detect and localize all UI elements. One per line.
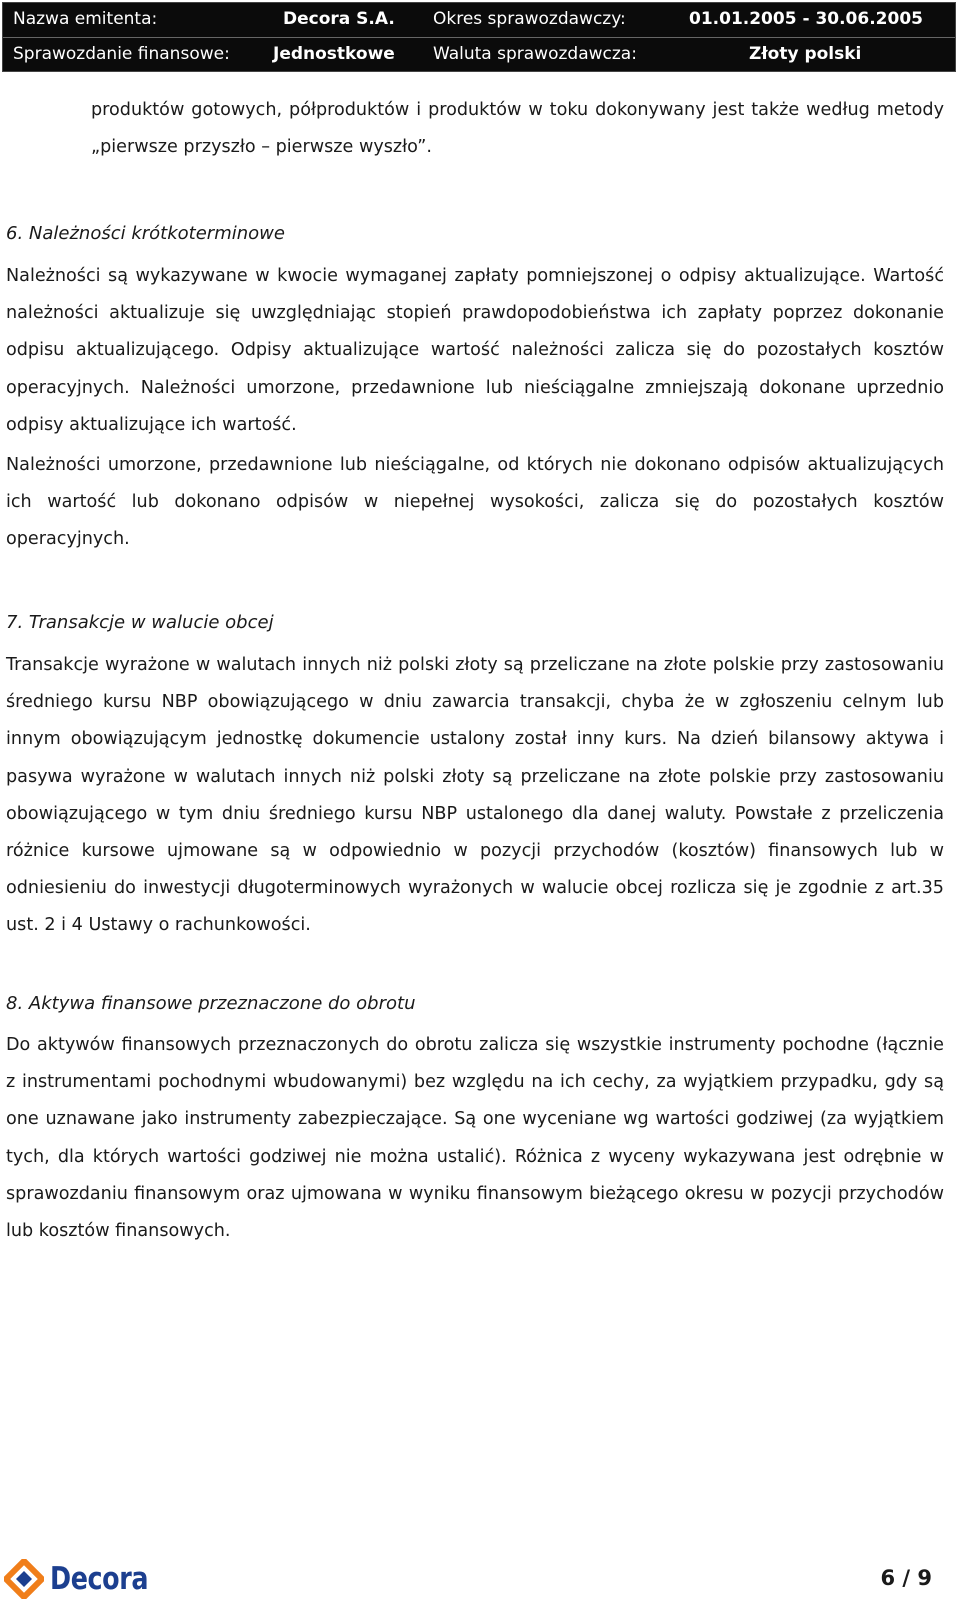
section-6-paragraph-2: Należności umorzone, przedawnione lub nieściągalne, od których nie dokonano odpisów aktualizujących ich wartość lub dokonano odpisów w niepełnej wysokości, zalicza się do pozostałych kosztów operacyjnych. — [6, 455, 944, 550]
decora-logo — [4, 1559, 170, 1599]
issuer-label: Nazwa emitenta: — [13, 9, 158, 29]
report-type-label: Sprawozdanie finansowe: — [13, 44, 230, 64]
header-row-issuer-period — [3, 3, 955, 38]
decora-diamond-logo-icon — [4, 1559, 44, 1599]
section-7-heading: 7. Transakcje w walucie obcej — [6, 612, 274, 633]
period-value: 01.01.2005 - 30.06.2005 — [689, 9, 923, 29]
report-type-value: Jednostkowe — [273, 44, 395, 64]
section-7-paragraph: Transakcje wyrażone w walutach innych niż polski złoty są przeliczane na złote polskie przy zastosowaniu średniego kursu NBP obowiązującego w dniu zawarcia transakcji, chyba że w zgłoszeniu celnym lub innym obowiązującym jednostkę dokumencie ustalony został inny kurs. Na dzień bilansowy aktywa i pasywa wyrażone w walutach innych niż polski złoty są przeliczane na złote polskie przy zastosowaniu obowiązującego w tym dniu średniego kursu NBP ustalonego dla danej waluty. Powstałe z przeliczenia różnice kursowe ujmowane są w odpowiednio w pozycji przychodów (kosztów) finansowych lub w odniesieniu do inwestycji długoterminowych wyrażonych w walucie obcej rozlicza się je zgodnie z art.35 ust. 2 i 4 Ustawy o rachunkowości. — [6, 655, 944, 936]
issuer-value: Decora S.A. — [283, 9, 395, 29]
section-6-heading: 6. Należności krótkoterminowe — [6, 223, 285, 244]
period-label: Okres sprawozdawczy: — [433, 9, 626, 29]
currency-label: Waluta sprawozdawcza: — [433, 44, 637, 64]
logo-wordmark: Decora — [50, 1561, 149, 1597]
intro-paragraph: produktów gotowych, półproduktów i produktów w toku dokonywany jest także według metody „pierwsze przyszło – pierwsze wyszło”. — [91, 100, 944, 158]
header-row-report-currency — [3, 38, 955, 72]
section-8-paragraph: Do aktywów finansowych przeznaczonych do obrotu zalicza się wszystkie instrumenty pochodne (łącznie z instrumentami pochodnymi wbudowanymi) bez względu na ich cechy, za wyjątkiem przypadku, gdy są one uznawane jako instrumenty zabezpieczające. Są one wyceniane wg wartości godziwej (za wyjątkiem tych, dla których wartości godziwej nie można ustalić). Różnica z wyceny wykazywana jest odrębnie w sprawozdaniu finansowym oraz ujmowana w wyniku finansowym bieżącego okresu w pozycji przychodów lub kosztów finansowych. — [6, 1035, 944, 1242]
document-header — [2, 2, 956, 72]
currency-value: Złoty polski — [749, 44, 862, 64]
section-8-heading: 8. Aktywa finansowe przeznaczone do obrotu — [6, 993, 416, 1014]
page-number: 6 / 9 — [880, 1566, 932, 1590]
section-6-paragraph-1: Należności są wykazywane w kwocie wymaganej zapłaty pomniejszonej o odpisy aktualizujące. Wartość należności aktualizuje się uwzględniając stopień prawdopodobieństwa ich zapłaty poprzez dokonanie odpisu aktualizującego. Odpisy aktualizujące wartość należności zalicza się do pozostałych kosztów operacyjnych. Należności umorzone, przedawnione lub nieściągalne zmniejszają dokonane uprzednio odpisy aktualizujące ich wartość. — [6, 266, 944, 435]
